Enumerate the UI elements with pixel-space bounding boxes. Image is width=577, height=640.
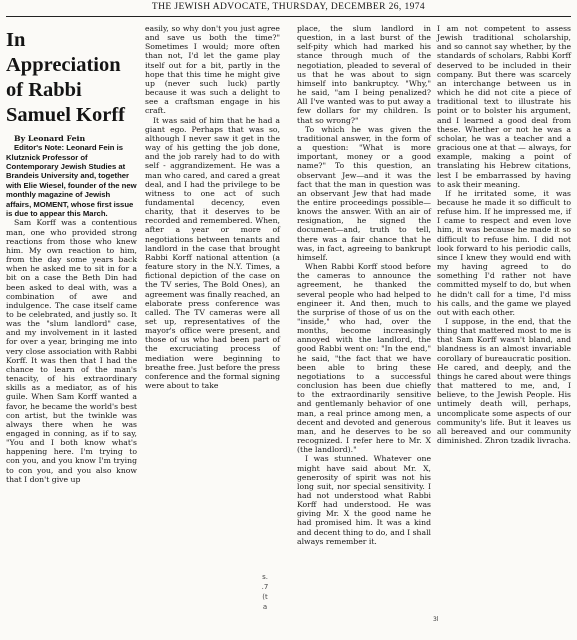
paragraph: It was said of him that he had a giant ego. Perhaps that was so, although I never saw it get in the way of his getting the job done, and the job rarely had to do with self - aggrandizement. He was a man who cared, and cared a great deal, and I had the privilege to be witness to one act of such fundamental decency, even charity, that it deserves to be recorded and remembered. When, after a year or more of negotiations between tenants and landlord in the case that brought Rabbi Korff national attention (a feature story in the N.Y. Times, a fictional depiction of the case on the TV series, The Bold Ones), an agreement was finally reached, an elaborate press conference was called. The TV cameras were all set up, representatives of the mayor's office were present, and those of us who had been part of the excruciating process of mediation were beginning to breathe free. Just before the press conference and the formal signing were about to take [145,115,280,391]
page-mark: 3l [433,616,439,623]
column-2 [145,24,280,542]
paragraph: I was stunned. Whatever one might have said about Mr. X, generosity of spirit was not his long suit, nor special sensitivity. I had not understood what Rabbi Korff had understood. He was giving Mr. X the good name he had promised him. It was a kind and decent thing to do, and I shall always remember it. [297,454,431,546]
margin-marks: s. .7 (t a [261,573,269,611]
paragraph: Sam Korff was a contentious man, one who provided strong reactions from those who knew him. My own reaction to him, from the day some years back when he asked me to sit in for a bit on a case the Beth Din had been asked to deal with, was a combination of awe and indulgence. The case itself came to be celebrated, and justly so. It was the "slum landlord" case, and my involvement in it lasted for over a year, bringing me into very close association with Rabbi Korff. It was then that I had the chance to learn of the man's tenacity, of his extraordinary skills as a mediator, as of his guile. When Sam Korff wanted a favor, he became the world's best con artist, but the twinkle was always there when he was engaged in conning, as if to say, "You and I both know what's happening here. I'm trying to con you, and you know I'm trying to con you, and you also know that I don't give up [6,218,138,484]
paragraph: If he irritated some, it was because he made it so difficult to refuse him. If he impressed me, if I came to respect and even love him, it was because he made it so difficult to refuse him. I did not look forward to his periodic calls, since I knew they would end with my having agreed to do something I'd rather not have committed myself to do, but when he didn't call for a time, I'd miss his calls, and the game we played out with each other. [437,188,571,317]
column-3 [297,24,431,634]
paragraph: To which he was given the traditional answer, in the form of a question: "What is more important, money or a good name?" To this question, an observant Jew—and it was the fact that the man in question was an observant Jew that had made the entire proceedings possible—knows the answer. With an air of resignation, he signed the document—and, truth to tell, there was a fair chance that he was, in fact, agreeing to bankrupt himself. [297,124,431,262]
paragraph: easily, so why don't you just agree and save us both the time?" Sometimes I would; more often than not, I'd let the game play itself out for a bit, partly in the hope that this time he might give up (never such luck) partly because it was such a delight to see a craftsman engage in his craft. [145,24,280,116]
paragraph: When Rabbi Korff stood before the cameras to announce the agreement, he thanked the several people who had helped to engineer it. And then, much to the surprise of those of us on the "inside," who had, over the months, become increasingly annoyed with the landlord, the good Rabbi went on: "In the end," he said, "the fact that we have been able to bring these negotiations to a successful conclusion has been due chiefly to the extraordinarily sensitive and gentlemanly behavior of one man, a real prince among men, a decent and devoted and generous man, and he deserves to be so recognized. I refer here to Mr. X (the landlord)." [297,262,431,455]
masthead: THE JEWISH ADVOCATE, THURSDAY, DECEMBER 26, 1974 [151,2,426,12]
paragraph: place, the slum landlord in question, in a last burst of the self-pity which had marked his stance through much of the negotiation, pleaded to several of us that he was about to sign himself into bankruptcy. "Why," he said, "am I being penalized? All I've wanted was to put away a few dollars for my children. Is that so wrong?" [297,24,431,125]
editor-note: Editor's Note: Leonard Fein is Klutznick Professor of Contemporary Jewish Studies at Brandeis University and, together with Elie Wiesel, founder of the new monthly magazine of Jewish affairs, MOMENT, whose first issue is due to appear this March. [6,143,137,218]
byline: By Leonard Fein [14,134,86,143]
headline: In Appreciation of Rabbi Samuel Korff [6,29,125,126]
paragraph: I suppose, in the end, that the thing that mattered most to me is that Sam Korff wasn't bland, and blandness is an almost invariable corollary of bureaucratic position. He cared, and deeply, and the things he cared about were things that mattered to me, and, I believe, to the Jewish People. His untimely death will, perhaps, uncomplicate some aspects of our community's life. But it leaves us all bereaved and our community diminished. Zhron tzadik livracha. [437,317,571,446]
masthead-rule [6,16,571,17]
column-1 [6,24,137,632]
column-4 [437,24,571,446]
paragraph: I am not competent to assess Jewish traditional scholarship, and so cannot say whether, by the standards of scholars, Rabbi Korff deserved to be included in their company. But there was scarcely an interchange between us in which he did not cite a piece of traditional text to illustrate his point or to bolster his argument, and I learned a good deal from these. Whether or not he was a scholar, he was a teacher and a gracious one at that — always, for example, making a point of translating his Hebrew citations, lest I be embarrassed by having to ask their meaning. [437,24,571,189]
